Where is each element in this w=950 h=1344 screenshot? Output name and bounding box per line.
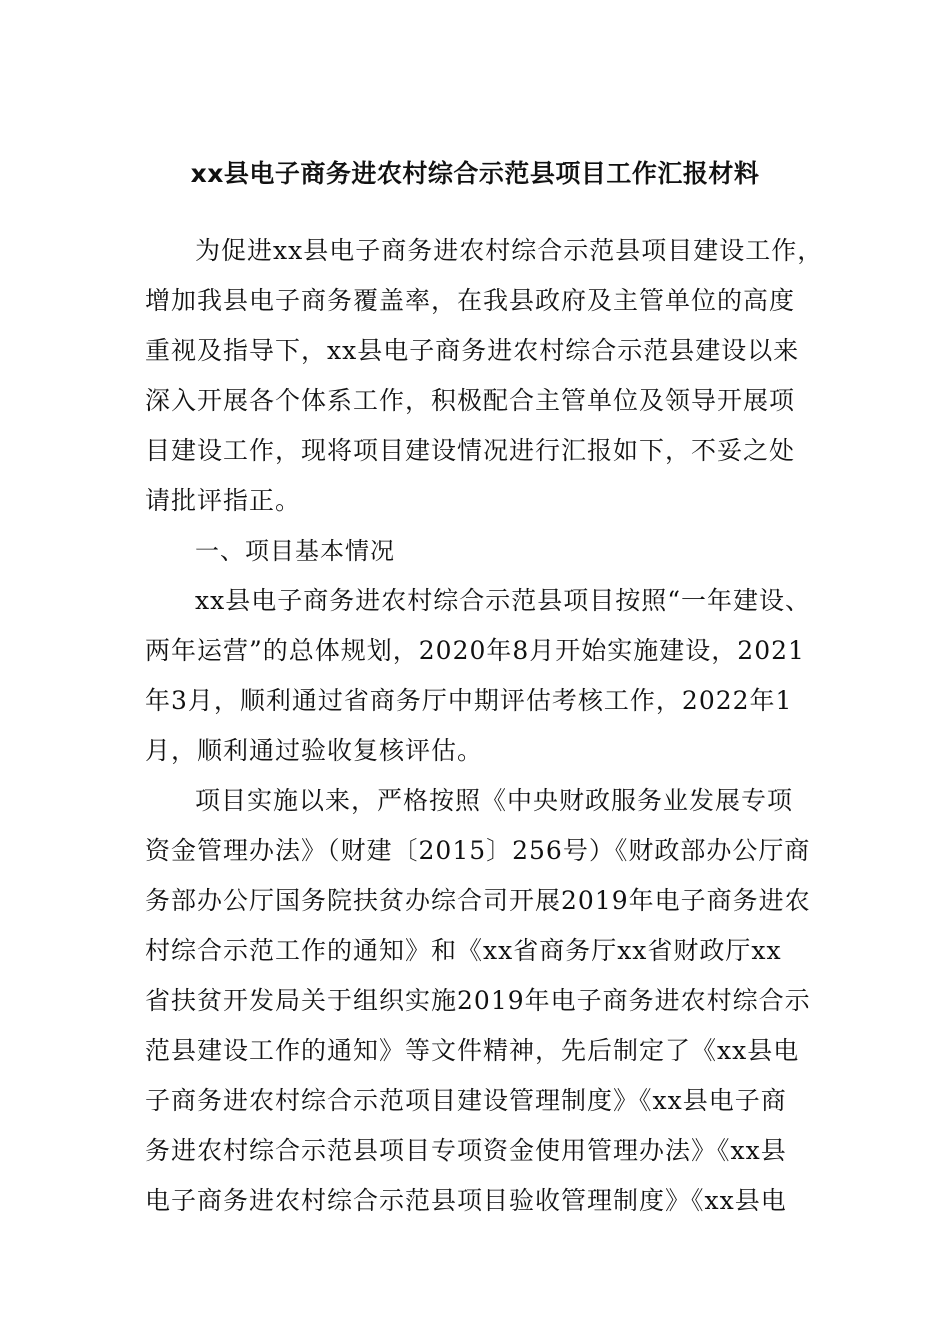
intro-line: 增加我县电子商务覆盖率，在我县政府及主管单位的高度: [145, 286, 796, 315]
intro-line: 请批评指正。: [145, 486, 302, 515]
paragraph-line: 范县建设工作的通知》等文件精神，先后制定了《xx县电: [145, 1036, 800, 1065]
document-title: xx县电子商务进农村综合示范县项目工作汇报材料: [190, 159, 760, 188]
intro-line: 深入开展各个体系工作，积极配合主管单位及领导开展项: [145, 386, 796, 415]
intro-line: 目建设工作，现将项目建设情况进行汇报如下，不妥之处: [145, 436, 796, 465]
paragraph-line: xx县电子商务进农村综合示范县项目按照“一年建设、: [195, 586, 811, 615]
paragraph-line: 项目实施以来，严格按照《中央财政服务业发展专项: [195, 786, 794, 815]
paragraph-line: 年3月，顺利通过省商务厅中期评估考核工作，2022年1: [145, 686, 793, 715]
paragraph-line: 务部办公厅国务院扶贫办综合司开展2019年电子商务进农: [145, 886, 811, 915]
paragraph-line: 省扶贫开发局关于组织实施2019年电子商务进农村综合示: [145, 986, 811, 1015]
intro-line: 为促进xx县电子商务进农村综合示范县项目建设工作，: [195, 236, 824, 265]
paragraph-line: 两年运营”的总体规划，2020年8月开始实施建设，2021: [145, 636, 805, 665]
paragraph-line: 子商务进农村综合示范项目建设管理制度》《xx县电子商: [145, 1086, 787, 1115]
paragraph-line: 电子商务进农村综合示范县项目验收管理制度》《xx县电: [145, 1186, 787, 1215]
paragraph-line: 务进农村综合示范县项目专项资金使用管理办法》《xx县: [145, 1136, 787, 1165]
intro-line: 重视及指导下，xx县电子商务进农村综合示范县建设以来: [145, 336, 800, 365]
section-heading: 一、项目基本情况: [195, 537, 395, 565]
paragraph-line: 村综合示范工作的通知》和《xx省商务厅xx省财政厅xx: [145, 936, 782, 965]
paragraph-line: 资金管理办法》（财建〔2015〕256号）《财政部办公厅商: [145, 836, 811, 865]
paragraph-line: 月，顺利通过验收复核评估。: [145, 736, 484, 765]
